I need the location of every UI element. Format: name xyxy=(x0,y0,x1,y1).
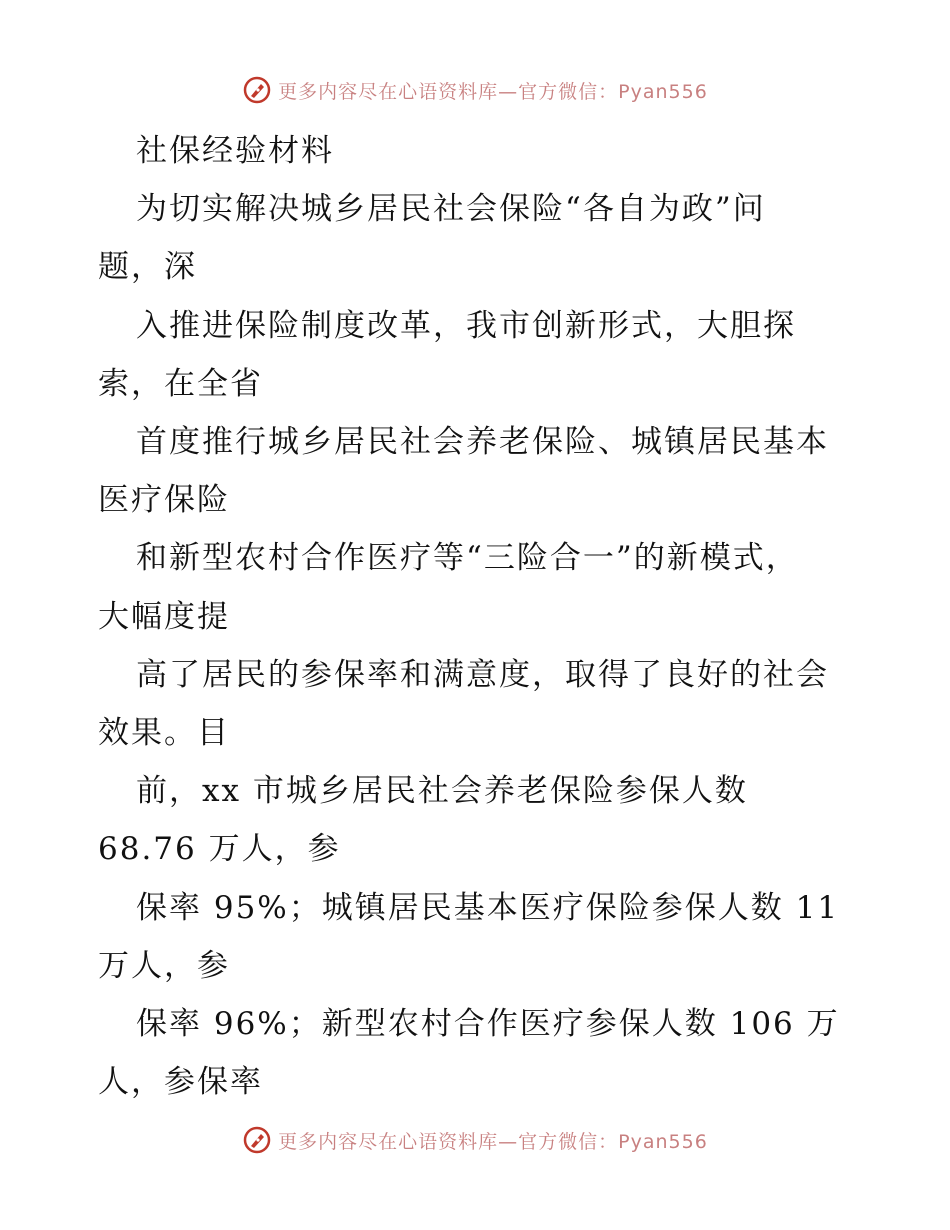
doc-line: 人，参保率 xyxy=(98,1064,263,1101)
pen-nib-logo-icon xyxy=(242,1125,272,1155)
doc-line: 保率 95%；城镇居民基本医疗保险参保人数 11 xyxy=(136,889,840,926)
doc-line: 保率 96%；新型农村合作医疗参保人数 106 万 xyxy=(136,1006,840,1043)
pen-nib-logo-icon xyxy=(242,75,272,105)
doc-line: 高了居民的参保率和满意度，取得了良好的社会 xyxy=(136,656,829,693)
doc-title: 社保经验材料 xyxy=(136,133,334,169)
footer-watermark xyxy=(0,1120,950,1160)
doc-line: 和新型农村合作医疗等“三险合一”的新模式， xyxy=(136,540,799,577)
doc-line: 索，在全省 xyxy=(98,365,263,402)
doc-line: 前，xx 市城乡居民社会养老保险参保人数 xyxy=(136,773,748,810)
doc-line: 效果。目 xyxy=(98,715,230,752)
doc-line: 为切实解决城乡居民社会保险“各自为政”问 xyxy=(136,191,766,228)
header-watermark xyxy=(0,70,950,110)
doc-line: 68.76 万人，参 xyxy=(98,831,341,868)
doc-line: 入推进保险制度改革，我市创新形式，大胆探 xyxy=(136,307,796,344)
doc-line: 医疗保险 xyxy=(98,482,230,519)
watermark-text: 更多内容尽在心语资料库—官方微信：Pyan556 xyxy=(278,1130,708,1153)
doc-line: 万人，参 xyxy=(98,947,230,984)
doc-line: 大幅度提 xyxy=(98,598,230,635)
watermark-text: 更多内容尽在心语资料库—官方微信：Pyan556 xyxy=(278,80,708,103)
doc-line: 题，深 xyxy=(98,249,197,286)
doc-line: 首度推行城乡居民社会养老保险、城镇居民基本 xyxy=(136,424,829,461)
document-body xyxy=(98,122,858,1111)
